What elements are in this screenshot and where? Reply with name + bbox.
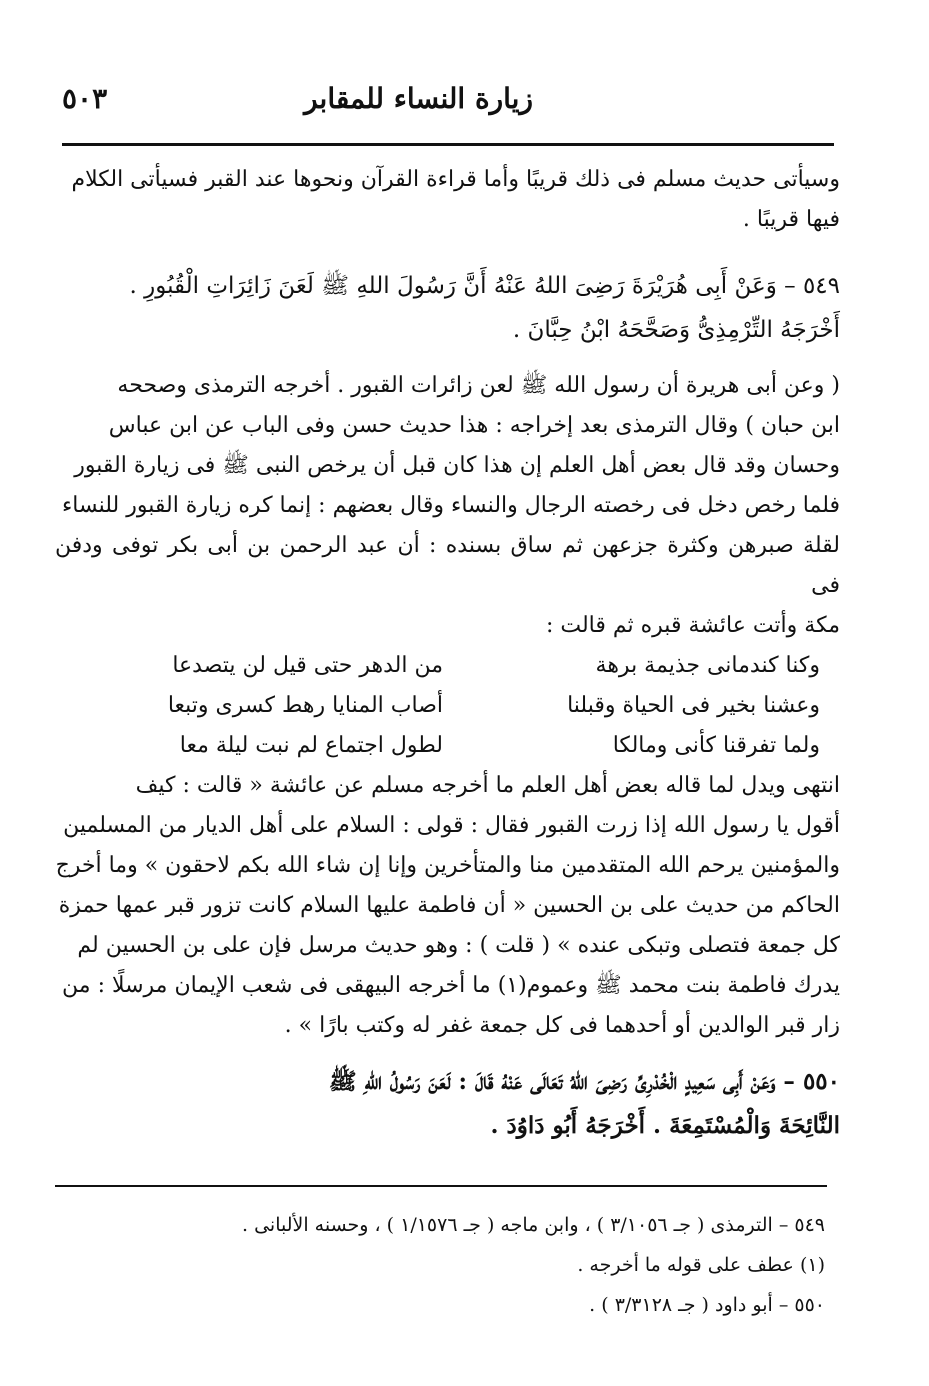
poem-second-hemistich: من الدهر حتى قيل لن يتصدعا bbox=[172, 653, 443, 678]
intro-line-2: فيها قريبًا . bbox=[742, 207, 840, 232]
spacer bbox=[55, 1046, 840, 1060]
poem-second-hemistich: أصاب المنايا رهط كسرى وتبعا bbox=[167, 693, 443, 718]
commentary2-line-1: انتهى ويدل لما قاله بعض أهل العلم ما أخرجه مسلم عن عائشة « قالت : كيف bbox=[135, 773, 840, 798]
header-rule bbox=[62, 143, 834, 146]
commentary2-line-6: يدرك فاطمة بنت محمد ﷺ وعموم(١) ما أخرجه البيهقى فى شعب الإيمان مرسلًا : من bbox=[62, 973, 840, 998]
commentary2-line-2: أقول يا رسول الله إذا زرت القبور فقال : قولى : السلام على أهل الديار من المسلمين bbox=[63, 813, 840, 838]
intro-line-1: وسيأتى حديث مسلم فى ذلك قريبًا وأما قراءة القرآن ونحوها عند القبر فسيأتى الكلام bbox=[71, 167, 840, 192]
footnote: ٥٤٩ – الترمذى ( جـ ٣/١٠٥٦ ) ، وابن ماجه ( جـ ١/١٥٧٦ ) ، وحسنه الألبانى . bbox=[241, 1214, 825, 1236]
commentary-line-1: ( وعن أبى هريرة أن رسول الله ﷺ لعن زائرات القبور . أخرجه الترمذى وصححه bbox=[117, 373, 840, 398]
commentary-line-2: ابن حبان ) وقال الترمذى بعد إخراجه : هذا حديث حسن وفى الباب عن ابن عباس bbox=[108, 413, 840, 438]
commentary2-line-7: زار قبر الوالدين أو أحدهما فى كل جمعة غفر له وكتب بارًا » . bbox=[284, 1013, 840, 1038]
commentary2-line-5: كل جمعة فتصلى وتبكى عنده » ( قلت ) : وهو حديث مرسل فإن على بن الحسين لم bbox=[77, 933, 840, 958]
commentary-line-4: فلما رخص دخل فى رخصته الرجال والنساء وقال بعضهم : إنما كره زيارة القبور للنساء bbox=[61, 493, 840, 518]
hadith-550-line-2: النَّائِحَةَ وَالْمُسْتَمِعَةَ . أَخْرَجَهُ أَبُو دَاوُدَ . bbox=[490, 1112, 840, 1139]
poem bbox=[55, 646, 840, 766]
main-text bbox=[55, 160, 840, 1148]
footnote: ٥٥٠ – أبو داود ( جـ ٣/٣١٢٨ ) . bbox=[589, 1294, 825, 1316]
page-number: ٥٠٣ bbox=[62, 82, 108, 115]
footnote-rule bbox=[55, 1185, 827, 1187]
footnotes bbox=[80, 1205, 825, 1325]
commentary-line-5: لقلة صبرهن وكثرة جزعهن ثم ساق بسنده : أن عبد الرحمن بن أبى بكر توفى ودفن فى bbox=[55, 533, 840, 598]
poem-first-hemistich: وعشنا بخير فى الحياة وقبلنا bbox=[567, 693, 820, 718]
hadith-549-line-2: أَخْرَجَهُ التِّرْمِذِىُّ وَصَحَّحَهُ ابْنُ حِبَّانَ . bbox=[512, 317, 840, 343]
poem-first-hemistich: وكنا كندمانى جذيمة برهة bbox=[595, 653, 820, 678]
poem-verse bbox=[95, 686, 820, 726]
commentary2-line-4: الحاكم من حديث على بن الحسين « أن فاطمة عليها السلام كانت تزور قبر عمها حمزة bbox=[58, 893, 840, 918]
spacer bbox=[55, 240, 840, 264]
spacer bbox=[55, 352, 840, 366]
commentary-line-6: مكة وأتت عائشة قبره ثم قالت : bbox=[545, 613, 840, 638]
commentary2-line-3: والمؤمنين يرحم الله المتقدمين منا والمتأخرين وإنا إن شاء الله بكم لاحقون » وما أخرج bbox=[55, 853, 840, 878]
hadith-550-line-1: ٥٥٠ – وَعَنْ أَبِى سَعِيدٍ الْخُدْرِىِّ رَضِىَ اللهُ تَعَالَى عَنْهُ قَالَ : لَعَنَ رَسُولُ اللهِ ﷺ bbox=[328, 1068, 840, 1095]
poem-second-hemistich: لطول اجتماع لم نبت ليلة معا bbox=[179, 733, 443, 758]
hadith-549-line-1: ٥٤٩ – وَعَنْ أَبِى هُرَيْرَةَ رَضِىَ اللهُ عَنْهُ أَنَّ رَسُولَ اللهِ ﷺ لَعَنَ زَائِرَاتِ الْقُبُورِ . bbox=[129, 273, 840, 299]
poem-first-hemistich: ولما تفرقنا كأنى ومالكا bbox=[612, 733, 820, 758]
commentary-line-3: وحسان وقد قال بعض أهل العلم إن هذا كان قبل أن يرخص النبى ﷺ فى زيارة القبور bbox=[74, 453, 840, 478]
footnote: (١) عطف على قوله ما أخرجه . bbox=[577, 1254, 825, 1276]
poem-verse bbox=[95, 726, 820, 766]
poem-verse bbox=[95, 646, 820, 686]
running-title: زيارة النساء للمقابر bbox=[304, 82, 533, 115]
page-header bbox=[62, 82, 833, 126]
